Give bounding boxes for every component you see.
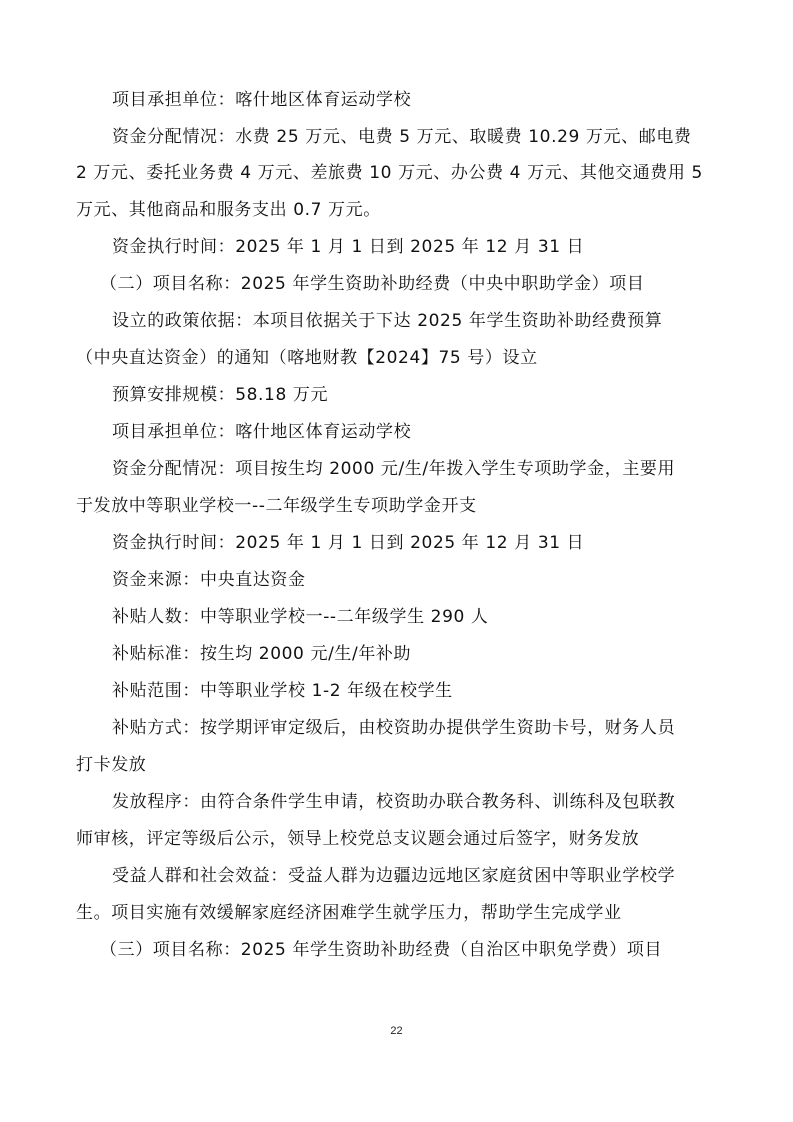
text-line-subsidy-method-2: 打卡发放	[76, 755, 147, 775]
text-line-undertaking-unit-1: 项目承担单位：喀什地区体育运动学校	[112, 90, 412, 110]
text-line-distribution-procedure-2: 师审核，评定等级后公示，领导上校党总支议题会通过后签字，财务发放	[76, 829, 640, 849]
text-line-budget-scale: 预算安排规模：58.18 万元	[112, 385, 329, 405]
text-line-fund-allocation-2: 2 万元、委托业务费 4 万元、差旅费 10 万元、办公费 4 万元、其他交通费用 5	[76, 163, 703, 183]
text-line-policy-basis-2: （中央直达资金）的通知（喀地财教【2024】75 号）设立	[76, 348, 538, 368]
text-line-execution-time-1: 资金执行时间：2025 年 1 月 1 日到 2025 年 12 月 31 日	[112, 237, 585, 257]
section-heading-3: （三）项目名称：2025 年学生资助补助经费（自治区中职免学费）项目	[100, 940, 663, 960]
text-line-undertaking-unit-2: 项目承担单位：喀什地区体育运动学校	[112, 422, 412, 442]
text-line-beneficiaries-1: 受益人群和社会效益：受益人群为边疆边远地区家庭贫困中等职业学校学	[112, 866, 676, 886]
text-line-subsidy-scope: 补贴范围：中等职业学校 1-2 年级在校学生	[112, 681, 453, 701]
text-line-policy-basis-1: 设立的政策依据：本项目依据关于下达 2025 年学生资助补助经费预算	[112, 311, 663, 331]
text-line-subsidy-count: 补贴人数：中等职业学校一--二年级学生 290 人	[112, 607, 489, 627]
text-line-execution-time-2: 资金执行时间：2025 年 1 月 1 日到 2025 年 12 月 31 日	[112, 533, 585, 553]
text-line-fund-allocation-3: 万元、其他商品和服务支出 0.7 万元。	[76, 200, 381, 220]
text-line-fund-allocation-1: 资金分配情况：水费 25 万元、电费 5 万元、取暖费 10.29 万元、邮电费	[112, 127, 692, 147]
text-line-subsidy-standard: 补贴标准：按生均 2000 元/生/年补助	[112, 644, 412, 664]
text-line-distribution-procedure-1: 发放程序：由符合条件学生申请，校资助办联合教务科、训练科及包联教	[112, 792, 676, 812]
section-heading-2: （二）项目名称：2025 年学生资助补助经费（中央中职助学金）项目	[100, 274, 645, 294]
text-line-fund-allocation-5: 于发放中等职业学校一--二年级学生专项助学金开支	[76, 496, 477, 516]
text-line-subsidy-method-1: 补贴方式：按学期评审定级后，由校资助办提供学生资助卡号，财务人员	[112, 718, 676, 738]
page-number: 22	[390, 1025, 403, 1037]
text-line-fund-allocation-4: 资金分配情况：项目按生均 2000 元/生/年拨入学生专项助学金，主要用	[112, 459, 676, 479]
text-line-beneficiaries-2: 生。项目实施有效缓解家庭经济困难学生就学压力，帮助学生完成学业	[76, 903, 622, 923]
text-line-fund-source: 资金来源：中央直达资金	[112, 570, 306, 590]
